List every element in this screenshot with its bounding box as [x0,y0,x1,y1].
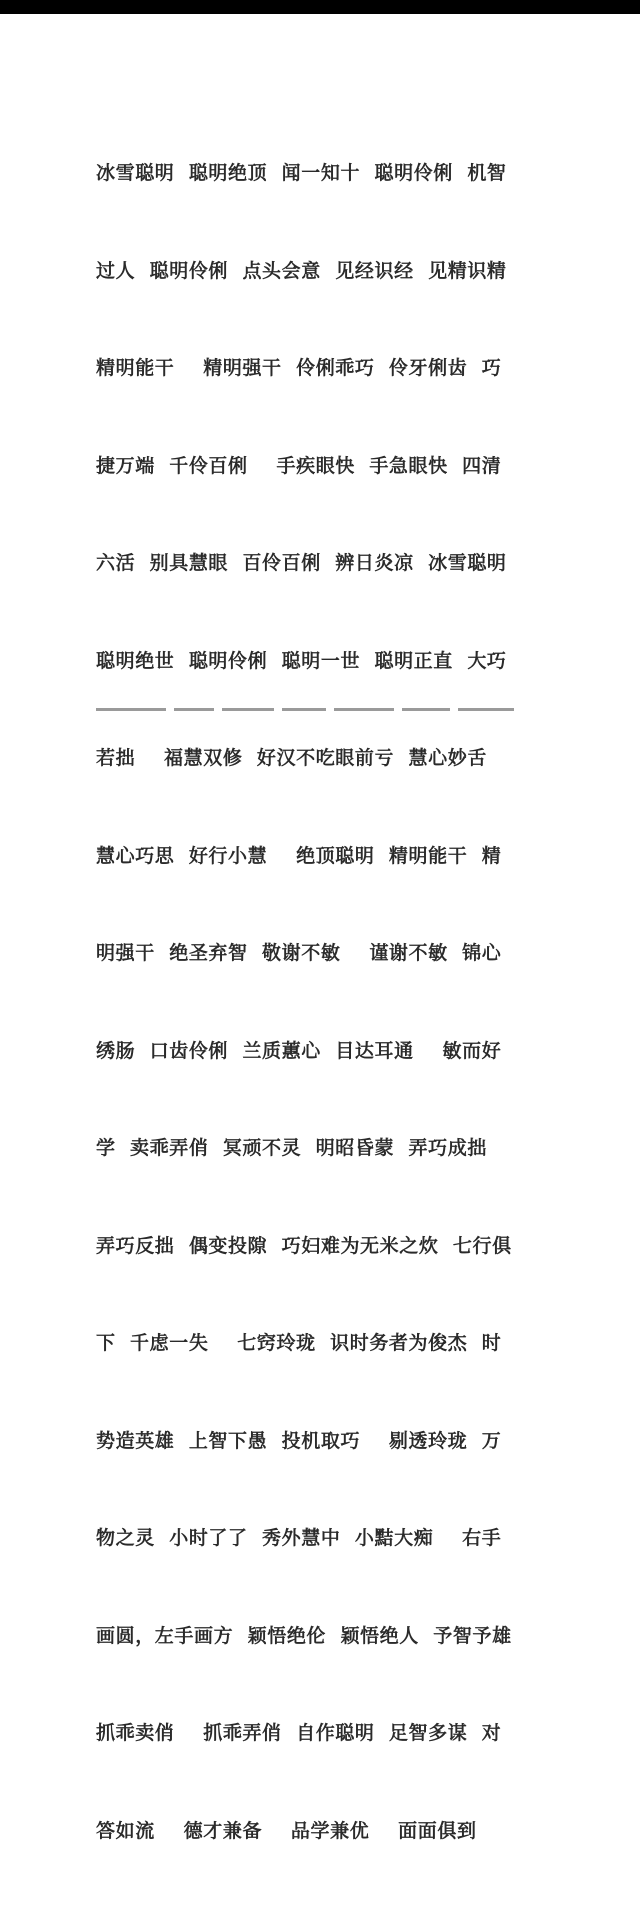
text-line: 冰雪聪明 聪明绝顶 闻一知十 聪明伶俐 机智 [96,162,507,184]
text-line: 聪明绝世 聪明伶俐 聪明一世 聪明正直 大巧 [96,649,507,672]
text-line: 抓乖卖俏 抓乖弄俏 自作聪明 足智多谋 对 [96,1722,502,1744]
text-line: 明强干 绝圣弃智 敬谢不敏 谨谢不敏 锦心 [96,942,502,964]
text-line: 答如流 德才兼备 品学兼优 面面俱到 [96,1819,477,1842]
text-line: 过人 聪明伶俐 点头会意 见经识经 见精识精 [96,259,507,282]
text-line: 若拙 福慧双修 好汉不吃眼前亏 慧心妙舌 [96,747,487,769]
text-line: 物之灵 小时了了 秀外慧中 小黠大痴 右手 [96,1527,502,1549]
top-dark-bar [0,0,640,14]
idiom-text-block [96,92,556,1912]
text-line: 下 千虑一失 七窍玲珑 识时务者为俊杰 时 [96,1332,502,1354]
text-line: 画圆，左手画方 颖悟绝伦 颖悟绝人 予智予雄 [96,1624,512,1647]
text-line: 捷万端 千伶百俐 手疾眼快 手急眼快 四清 [96,454,502,477]
text-line: 势造英雄 上智下愚 投机取巧 剔透玲珑 万 [96,1429,502,1452]
document-page[interactable] [0,14,640,1842]
text-line: 绣肠 口齿伶俐 兰质蕙心 目达耳通 敏而好 [96,1039,502,1062]
text-line: 慧心巧思 好行小慧 绝顶聪明 精明能干 精 [96,844,502,867]
text-line: 学 卖乖弄俏 冥顽不灵 明昭昏蒙 弄巧成拙 [96,1137,487,1159]
text-line: 精明能干 精明强干 伶俐乖巧 伶牙俐齿 巧 [96,357,502,379]
text-line: 六活 别具慧眼 百伶百俐 辨日炎凉 冰雪聪明 [96,552,507,574]
cut-off-text-line [96,708,536,712]
text-line: 弄巧反拙 偶变投隙 巧妇难为无米之炊 七行俱 [96,1234,512,1257]
